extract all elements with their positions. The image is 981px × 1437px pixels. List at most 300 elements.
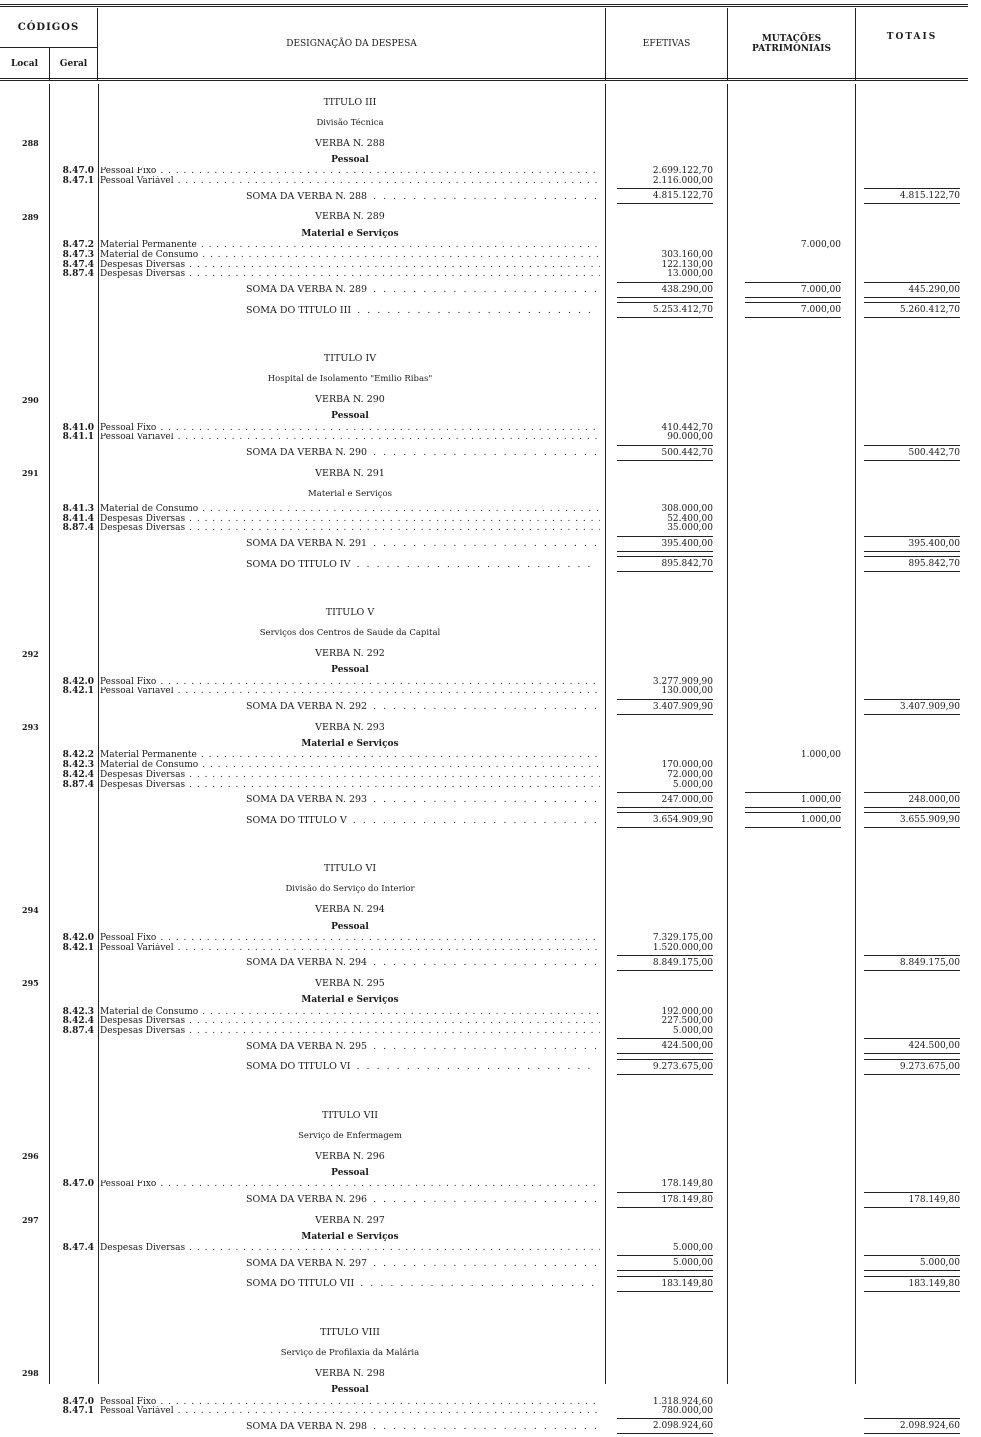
code-geral-text: 8.47.1 [62, 176, 94, 187]
table-row-item [0, 780, 968, 790]
designation [100, 810, 600, 831]
dot-leader [373, 794, 596, 805]
code-local [0, 717, 48, 738]
value-efetivas-text: 303.160,00 [661, 249, 713, 260]
value-efetivas-text: 13.000,00 [667, 269, 713, 280]
dot-leader [189, 1243, 600, 1253]
dot-leader [373, 1194, 596, 1205]
value-efetivas-text: 308.000,00 [661, 503, 713, 514]
code-geral-text: 8.87.4 [62, 523, 94, 534]
designation-text: Material de Consumo [100, 249, 199, 260]
table-row-group [0, 154, 968, 167]
designation-text: VERBA N. 296 [315, 1150, 385, 1162]
code-local-text: 295 [22, 978, 39, 989]
dot-leader [160, 167, 600, 177]
value-efetivas-text: 3.654.909,90 [617, 812, 713, 828]
code-geral [50, 933, 98, 943]
value-totais [856, 1253, 968, 1274]
designation-text: Despesas Diversas [100, 1016, 186, 1027]
value-efetivas [606, 1406, 727, 1416]
table-row-group [0, 920, 968, 933]
designation [100, 1007, 600, 1017]
designation-text: VERBA N. 290 [315, 394, 385, 406]
designation [100, 1167, 600, 1180]
value-efetivas [606, 1416, 727, 1437]
value-efetivas [606, 780, 727, 790]
section-spacer [0, 1294, 968, 1322]
designation [100, 696, 600, 717]
value-efetivas [606, 250, 727, 260]
value-efetivas [606, 1026, 727, 1036]
designation-text: SOMA DA VERBA N. 292 [246, 701, 368, 713]
value-efetivas [606, 760, 727, 770]
dot-leader [202, 760, 600, 770]
designation [100, 514, 600, 524]
designation-text: Material de Consumo [100, 760, 199, 770]
table-row-item [0, 1243, 968, 1253]
table-row-item [0, 523, 968, 533]
table-row-item [0, 260, 968, 270]
designation-text: Pessoal Fixo [100, 166, 157, 177]
designation-text: VERBA N. 293 [315, 721, 385, 733]
designation-text: Hospital de Isolamento "Emilio Ribas" [267, 374, 433, 385]
designation-text: Pessoal Variável [100, 432, 174, 443]
dot-leader [160, 677, 600, 687]
code-geral [50, 523, 98, 533]
section-spacer [0, 831, 968, 859]
designation [100, 463, 600, 484]
designation [100, 602, 600, 623]
designation-text: Material e Serviços [301, 995, 399, 1006]
table-row-verba [0, 643, 968, 664]
table-row-group [0, 1384, 968, 1397]
designation [100, 423, 600, 433]
designation-text: Pessoal Fixo [100, 1179, 157, 1190]
value-efetivas-text: 227.500,00 [661, 1016, 713, 1027]
table-row-group [0, 1230, 968, 1243]
table-row-item [0, 423, 968, 433]
designation [100, 1036, 600, 1057]
code-geral-text: 8.42.1 [62, 942, 94, 953]
table-row-sub [0, 1126, 968, 1147]
designation [100, 92, 600, 113]
dot-leader [373, 1258, 596, 1269]
value-efetivas-text: 2.699.122,70 [652, 166, 713, 177]
value-efetivas [606, 423, 727, 433]
designation [100, 760, 600, 770]
code-geral [50, 1007, 98, 1017]
table-row-soma [0, 300, 968, 321]
table-row-title [0, 859, 968, 880]
designation [100, 859, 600, 880]
designation-text: SOMA DA VERBA N. 297 [246, 1257, 368, 1269]
value-efetivas-text: 8.849.175,00 [617, 955, 713, 971]
value-mutacoes-text: 1.000,00 [745, 792, 841, 808]
dot-leader [353, 815, 596, 826]
header-geral: Geral [50, 48, 98, 80]
code-local [0, 389, 48, 410]
value-efetivas-text: 780.000,00 [661, 1406, 713, 1417]
table-row-item [0, 504, 968, 514]
value-efetivas [606, 1036, 727, 1057]
designation-text: Serviço de Enfermagem [298, 1130, 402, 1141]
value-totais [856, 696, 968, 717]
designation-text: Despesas Diversas [100, 513, 186, 524]
code-geral-text: 8.87.4 [62, 1026, 94, 1037]
value-efetivas-text: 3.277.909,90 [652, 676, 713, 687]
value-totais [856, 300, 968, 321]
code-geral-text: 8.42.0 [62, 932, 94, 943]
table-row-title [0, 348, 968, 369]
designation-text: Material Permanente [100, 750, 197, 761]
code-local-text: 292 [22, 648, 39, 659]
code-geral [50, 240, 98, 250]
value-efetivas [606, 696, 727, 717]
designation-text: TITULO VI [323, 863, 377, 875]
designation-text: Serviço de Profilaxia da Malária [280, 1347, 420, 1358]
designation-text: VERBA N. 295 [315, 977, 385, 989]
dot-leader [178, 433, 600, 443]
designation-text: Despesas Diversas [100, 779, 186, 790]
dot-leader [178, 687, 600, 697]
value-totais-text: 424.500,00 [864, 1038, 960, 1054]
value-efetivas-text: 5.000,00 [617, 1255, 713, 1271]
table-row-verba [0, 1210, 968, 1231]
dot-leader [357, 559, 597, 570]
table-row-item [0, 1026, 968, 1036]
designation-text: Material de Consumo [100, 503, 199, 514]
designation [100, 1105, 600, 1126]
designation [100, 1416, 600, 1437]
designation [100, 1126, 600, 1147]
designation-text: Pessoal [331, 665, 369, 676]
code-geral-text: 8.41.3 [62, 503, 94, 514]
table-row-item [0, 167, 968, 177]
designation [100, 623, 600, 644]
value-efetivas [606, 1189, 727, 1210]
dot-leader [360, 1278, 596, 1289]
designation-text: Pessoal [331, 411, 369, 422]
table-row-verba [0, 133, 968, 154]
designation [100, 750, 600, 760]
value-efetivas-text: 183.149,80 [617, 1276, 713, 1292]
value-mutacoes [728, 750, 855, 760]
table-row-item [0, 933, 968, 943]
designation [100, 348, 600, 369]
designation-text: Despesas Diversas [100, 523, 186, 534]
designation [100, 1026, 600, 1036]
dot-leader [189, 770, 600, 780]
designation-text: VERBA N. 289 [315, 211, 385, 223]
designation-text: SOMA DO TITULO VI [246, 1061, 351, 1073]
table-row-soma [0, 790, 968, 811]
code-geral [50, 1016, 98, 1026]
dot-leader [202, 250, 600, 260]
code-local [0, 1146, 48, 1167]
value-totais-text: 5.260.412,70 [864, 302, 960, 318]
designation [100, 523, 600, 533]
table-row-item [0, 514, 968, 524]
table-row-soma [0, 533, 968, 554]
designation [100, 1180, 600, 1190]
designation [100, 410, 600, 423]
table-row-item [0, 677, 968, 687]
designation-text: VERBA N. 292 [315, 648, 385, 660]
designation [100, 133, 600, 154]
value-efetivas-text: 52.400,00 [667, 513, 713, 524]
designation-text: SOMA DO TITULO IV [246, 558, 351, 570]
value-efetivas-text: 5.000,00 [672, 1026, 713, 1037]
designation-text: Despesas Diversas [100, 769, 186, 780]
dot-leader [201, 750, 600, 760]
table-row-group [0, 994, 968, 1007]
dot-leader [202, 1007, 600, 1017]
designation-text: SOMA DA VERBA N. 291 [246, 538, 368, 550]
table-row-group [0, 410, 968, 423]
designation [100, 973, 600, 994]
value-totais [856, 1189, 968, 1210]
code-geral [50, 677, 98, 687]
dot-leader [189, 514, 600, 524]
value-totais-text: 8.849.175,00 [864, 955, 960, 971]
designation-text: VERBA N. 294 [315, 904, 385, 916]
designation [100, 389, 600, 410]
value-totais [856, 1416, 968, 1437]
value-efetivas [606, 300, 727, 321]
designation [100, 770, 600, 780]
value-efetivas [606, 1274, 727, 1295]
value-efetivas-text: 247.000,00 [617, 792, 713, 808]
designation [100, 920, 600, 933]
designation [100, 269, 600, 279]
code-local-text: 298 [22, 1368, 39, 1379]
table-row-soma [0, 186, 968, 207]
table-row-item [0, 1397, 968, 1407]
code-geral [50, 433, 98, 443]
dot-leader [357, 305, 596, 316]
code-local [0, 643, 48, 664]
value-mutacoes-text: 7.000,00 [745, 302, 841, 318]
designation [100, 504, 600, 514]
table-row-item [0, 240, 968, 250]
designation [100, 1016, 600, 1026]
value-totais-text: 3.655.909,90 [864, 812, 960, 828]
designation-text: Material e Serviços [301, 738, 399, 749]
table-row-item [0, 1406, 968, 1416]
value-totais-text: 248.000,00 [864, 792, 960, 808]
code-geral [50, 943, 98, 953]
code-local-text: 289 [22, 211, 39, 222]
designation [100, 1363, 600, 1384]
designation [100, 240, 600, 250]
dot-leader [178, 943, 600, 953]
dot-leader [373, 701, 596, 712]
designation-text: SOMA DA VERBA N. 289 [246, 284, 368, 296]
table-row-item [0, 1007, 968, 1017]
dot-leader [373, 957, 596, 968]
value-totais-text: 895.842,70 [864, 556, 960, 572]
value-totais [856, 186, 968, 207]
table-row-title [0, 1322, 968, 1343]
table-header [0, 8, 968, 80]
value-totais-text: 3.407.909,90 [864, 699, 960, 715]
designation [100, 186, 600, 207]
designation-text: SOMA DA VERBA N. 295 [246, 1040, 368, 1052]
designation [100, 1343, 600, 1364]
code-geral-text: 8.42.3 [62, 760, 94, 771]
designation [100, 300, 600, 321]
dot-leader [373, 538, 596, 549]
code-local [0, 1363, 48, 1384]
code-geral-text: 8.41.1 [62, 432, 94, 443]
designation [100, 943, 600, 953]
value-totais [856, 953, 968, 974]
designation [100, 1384, 600, 1397]
designation [100, 1274, 600, 1295]
table-row-sub [0, 369, 968, 390]
value-efetivas-text: 5.000,00 [672, 1243, 713, 1254]
designation [100, 227, 600, 240]
code-local [0, 973, 48, 994]
dot-leader [373, 1041, 596, 1052]
code-local-text: 291 [22, 468, 39, 479]
table-row-item [0, 1016, 968, 1026]
table-row-sub [0, 879, 968, 900]
designation-text: SOMA DA VERBA N. 293 [246, 794, 368, 806]
designation [100, 1253, 600, 1274]
value-efetivas-text: 895.842,70 [617, 556, 713, 572]
designation [100, 554, 600, 575]
code-geral [50, 250, 98, 260]
designation [100, 533, 600, 554]
table-row-soma [0, 953, 968, 974]
designation [100, 1146, 600, 1167]
value-efetivas [606, 943, 727, 953]
designation-text: SOMA DA VERBA N. 294 [246, 957, 368, 969]
value-efetivas [606, 279, 727, 300]
code-local-text: 294 [22, 904, 39, 915]
dot-leader [189, 260, 600, 270]
designation [100, 717, 600, 738]
designation [100, 113, 600, 134]
value-efetivas [606, 677, 727, 687]
code-geral [50, 514, 98, 524]
table-row-group [0, 1167, 968, 1180]
code-local [0, 900, 48, 921]
value-efetivas-text: 178.149,80 [661, 1179, 713, 1190]
value-totais [856, 279, 968, 300]
designation [100, 250, 600, 260]
value-efetivas-text: 90.000,00 [667, 432, 713, 443]
value-totais [856, 1057, 968, 1078]
designation [100, 1189, 600, 1210]
code-geral [50, 504, 98, 514]
designation-text: Material Permanente [100, 240, 197, 250]
value-efetivas-text: 1.520.000,00 [652, 942, 713, 953]
designation [100, 737, 600, 750]
code-local-text: 290 [22, 394, 39, 405]
code-geral-text: 8.47.0 [62, 166, 94, 177]
code-local [0, 1210, 48, 1231]
value-efetivas [606, 810, 727, 831]
designation-text: Pessoal Variável [100, 942, 174, 953]
table-row-item [0, 750, 968, 760]
value-efetivas [606, 790, 727, 811]
value-totais-text: 500.442,70 [864, 445, 960, 461]
table-row-title [0, 1105, 968, 1126]
value-efetivas [606, 176, 727, 186]
code-geral-text: 8.42.0 [62, 676, 94, 687]
table-row-verba [0, 463, 968, 484]
designation-text: Material e Serviços [308, 488, 392, 499]
dot-leader [160, 1397, 600, 1407]
dot-leader [178, 176, 600, 186]
code-local [0, 207, 48, 228]
dot-leader [178, 1406, 600, 1416]
code-geral-text: 8.47.0 [62, 1396, 94, 1407]
dot-leader [160, 933, 600, 943]
value-efetivas-text: 5.000,00 [672, 779, 713, 790]
header-local: Local [0, 48, 50, 80]
designation-text: SOMA DA VERBA N. 288 [246, 190, 368, 202]
designation [100, 1210, 600, 1231]
designation [100, 953, 600, 974]
value-totais-text: 2.098.924,60 [864, 1418, 960, 1434]
table-row-sub [0, 113, 968, 134]
header-rule [0, 78, 968, 81]
value-efetivas-text: 395.400,00 [617, 536, 713, 552]
table-row-soma [0, 1036, 968, 1057]
dot-leader [202, 504, 600, 514]
designation-text: SOMA DA VERBA N. 296 [246, 1194, 368, 1206]
designation-text: Pessoal [331, 1168, 369, 1179]
value-mutacoes [728, 279, 855, 300]
code-geral-text: 8.42.4 [62, 1016, 94, 1027]
designation-text: Material e Serviços [301, 1231, 399, 1242]
code-geral-text: 8.47.4 [62, 1243, 94, 1254]
code-geral [50, 1026, 98, 1036]
value-efetivas-text: 3.407.909,90 [617, 699, 713, 715]
code-geral [50, 760, 98, 770]
table-row-soma [0, 279, 968, 300]
designation-text: Pessoal Fixo [100, 1396, 157, 1407]
dot-leader [201, 240, 600, 250]
table-row-verba [0, 1363, 968, 1384]
code-geral-text: 8.87.4 [62, 779, 94, 790]
designation [100, 207, 600, 228]
designation [100, 933, 600, 943]
value-efetivas-text: 7.329.175,00 [652, 932, 713, 943]
dot-leader [357, 1061, 597, 1072]
designation [100, 994, 600, 1007]
code-geral [50, 269, 98, 279]
code-geral-text: 8.42.4 [62, 769, 94, 780]
value-efetivas [606, 933, 727, 943]
designation [100, 1230, 600, 1243]
value-mutacoes-text: 1.000,00 [800, 750, 841, 761]
designation-text: TITULO V [325, 607, 375, 619]
code-geral [50, 780, 98, 790]
value-efetivas [606, 186, 727, 207]
table-row-item [0, 250, 968, 260]
value-mutacoes-text: 7.000,00 [745, 282, 841, 298]
designation-text: Despesas Diversas [100, 1243, 186, 1254]
table-row-item [0, 770, 968, 780]
value-efetivas [606, 1007, 727, 1017]
table-row-sub [0, 1343, 968, 1364]
top-rule [0, 4, 968, 7]
value-efetivas [606, 504, 727, 514]
